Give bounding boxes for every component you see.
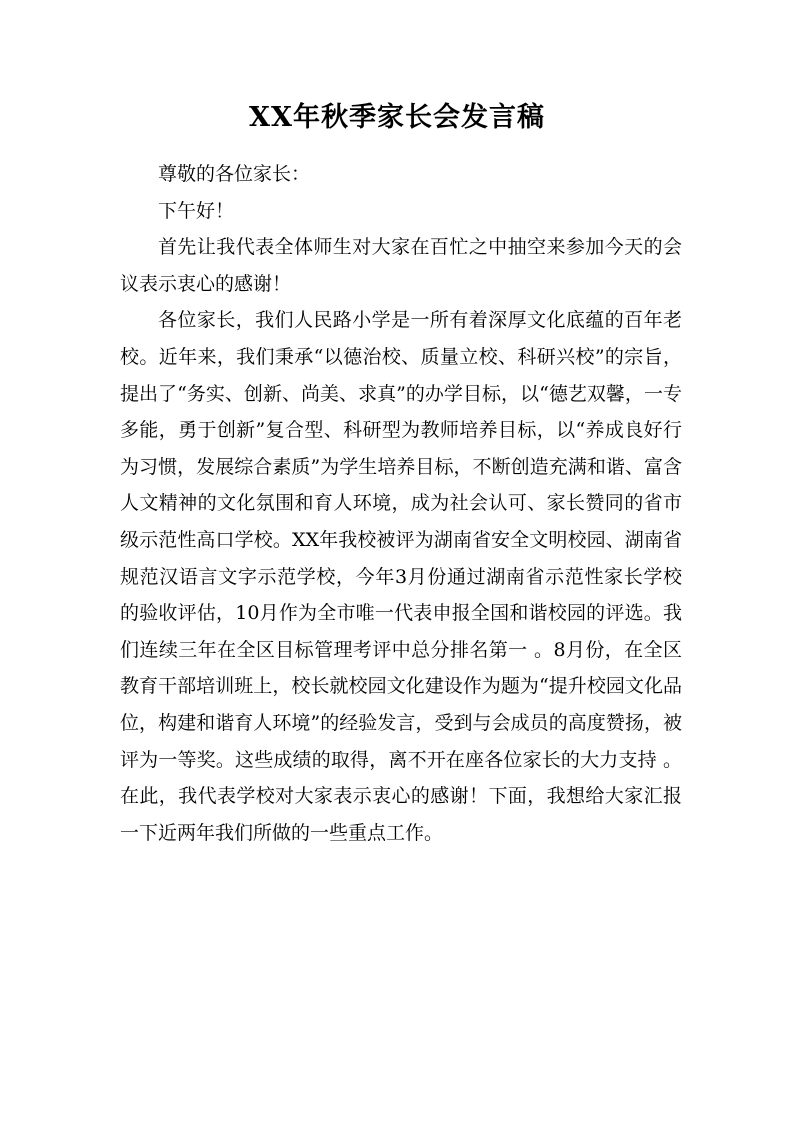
greeting-paragraph: 下午好！ — [158, 199, 235, 222]
school-introduction-paragraph: 各位家长，我们人民路小学是一所有着深厚文化底蕴的百年老校。近年来，我们秉承“以德治校、质量立校、科研兴校”的宗旨，提出了“务实、创新、尚美、求真”的办学目标，以“德艺双馨，一专多能，勇于创新”复合型、科研型为教师培养目标，以“养成良好行为习惯，发展综合素质”为学生培养目标，不断创造充满和谐、富含人文精神的文化氛围和育人环境，成为社会认可、家长赞同的省市级示范性高口学校。XX年我校被评为湖南省安全文明校园、湖南省规范汉语言文字示范学校，今年3月份通过湖南省示范性家长学校的验收评估，10月作为全市唯一代表申报全国和谐校园的评选。我们连续三年在全区目标管理考评中总分排名第一 。8月份，在全区教育干部培训班上，校长就校园文化建设作为题为“提升校园文化品位，构建和谐育人环境”的经验发言，受到与会成员的高度赞扬，被评为一等奖。这些成绩的取得，离不开在座各位家长的大力支持 。在此，我代表学校对大家表示衷心的感谢！下面，我想给大家汇报一下近两年我们所做的一些重点工作。 — [120, 309, 682, 844]
opening-paragraph: 首先让我代表全体师生对大家在百忙之中抽空来参加今天的会议表示衷心的感谢！ — [120, 236, 682, 295]
salutation-paragraph: 尊敬的各位家长： — [158, 163, 311, 185]
document-title: XX年秋季家长会发言稿 — [249, 102, 545, 133]
document-body — [120, 156, 682, 851]
